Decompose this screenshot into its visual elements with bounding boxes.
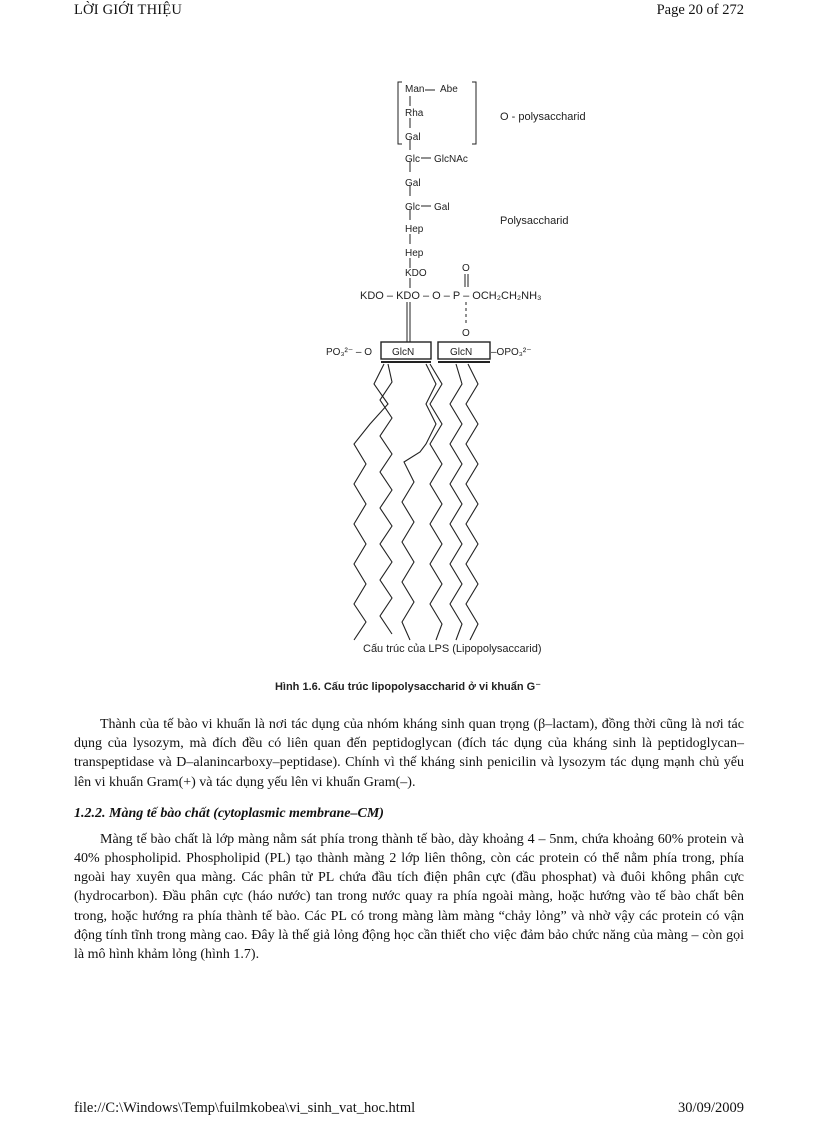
page-number: Page 20 of 272 (656, 2, 744, 18)
paragraph-cell-wall: Thành của tế bào vi khuẩn là nơi tác dụng của nhóm kháng sinh quan trọng (β–lactam), đồng thời cũng là nơi tác dụng của lysozym, mà đích đều có liên quan đến peptidoglycan (đích tác dụng của kháng sinh là peptidoglycan–transpeptidase và D–alanincarboxy–peptidase). Chính vì thế kháng sinh penicilin và lysozym tác dụng mạnh chủ yếu lên vi khuẩn Gram(+) và tác dụng yếu lên vi khuẩn Gram(–). (74, 717, 744, 790)
sugar-hep-2: Hep (405, 248, 424, 259)
footer-file-path: file://C:\Windows\Temp\fuilmkobea\vi_sinh_vat_hoc.html (74, 1100, 416, 1116)
footer-date: 30/09/2009 (677, 1100, 744, 1116)
fatty-acid-chains (354, 364, 478, 640)
fatty-acid-chain-4 (430, 364, 442, 640)
fatty-acid-chain-5 (450, 364, 462, 640)
paragraph-cytoplasmic-membrane: Màng tế bào chất là lớp màng nằm sát phía trong thành tế bào, dày khoảng 4 – 5nm, chứa khoảng 60% protein và 40% phospholipid. Phospholipid (PL) tạo thành màng 2 lớp liên thông, còn các protein có thể nằm phía trong, phía ngoài hay xuyên qua màng. Các phân tử PL chứa đầu tích điện phân cực (đầu phosphat) và đuôi không phân cực (hydrocarbon). Đầu phân cực (háo nước) tan trong nước quay ra phía ngoài màng, hoặc hướng vào tế bào chất bên trong, hoặc hướng ra phía thành tế bào. Các PL có trong màng làm màng “chảy lỏng” và nhờ vậy các protein có vận động tính tĩnh trong màng cao. Đây là thế giả lỏng động học cần thiết cho việc đảm bảo chức năng của màng – còn gọi là mô hình khảm lỏng (hình 1.7). (74, 831, 744, 963)
fatty-acid-chain-1 (380, 364, 392, 634)
phosphate-oxygen-bottom: O (462, 328, 470, 339)
sugar-glc-2: Glc (405, 202, 420, 213)
glcn-right-label: GlcN (450, 347, 473, 358)
sugar-abe: Abe (440, 84, 458, 95)
sugar-hep-1: Hep (405, 224, 424, 235)
sugar-gal-1: Gal (405, 132, 421, 143)
sugar-gal-3: Gal (434, 202, 450, 213)
o-polysaccharid-label: O - polysaccharid (500, 111, 586, 123)
sugar-man: Man (405, 84, 425, 95)
sugar-gal-2: Gal (405, 178, 421, 189)
sugar-glc-1: Glc (405, 154, 420, 165)
right-phosphate-group: –OPO₃²⁻ (491, 347, 532, 358)
sugar-glcnac: GlcNAc (434, 154, 468, 165)
glcn-left-label: GlcN (392, 347, 415, 358)
main-content (74, 715, 744, 972)
sugar-kdo: KDO (405, 268, 427, 279)
lps-structure-label: Cấu trúc của LPS (Lipopolysaccarid) (363, 643, 542, 655)
fatty-acid-chain-2 (354, 364, 388, 640)
fatty-acid-chain-6 (466, 364, 478, 640)
left-phosphate-group: PO₃²⁻ – O (326, 347, 373, 358)
page-header-title: LỜI GIỚI THIỆU (74, 2, 183, 18)
phosphate-oxygen-top: O (462, 263, 470, 274)
polysaccharid-label: Polysaccharid (500, 215, 569, 227)
section-heading-1-2-2: 1.2.2. Màng tế bào chất (cytoplasmic membrane–CM) (74, 805, 384, 821)
core-kdo-phosphate-chain: KDO – KDO – O – P – OCH₂CH₂NH₃ (360, 290, 542, 302)
sugar-rha: Rha (405, 108, 424, 119)
figure-caption: Hình 1.6. Cấu trúc lipopolysaccharid ở vi khuẩn G⁻ (274, 681, 542, 693)
